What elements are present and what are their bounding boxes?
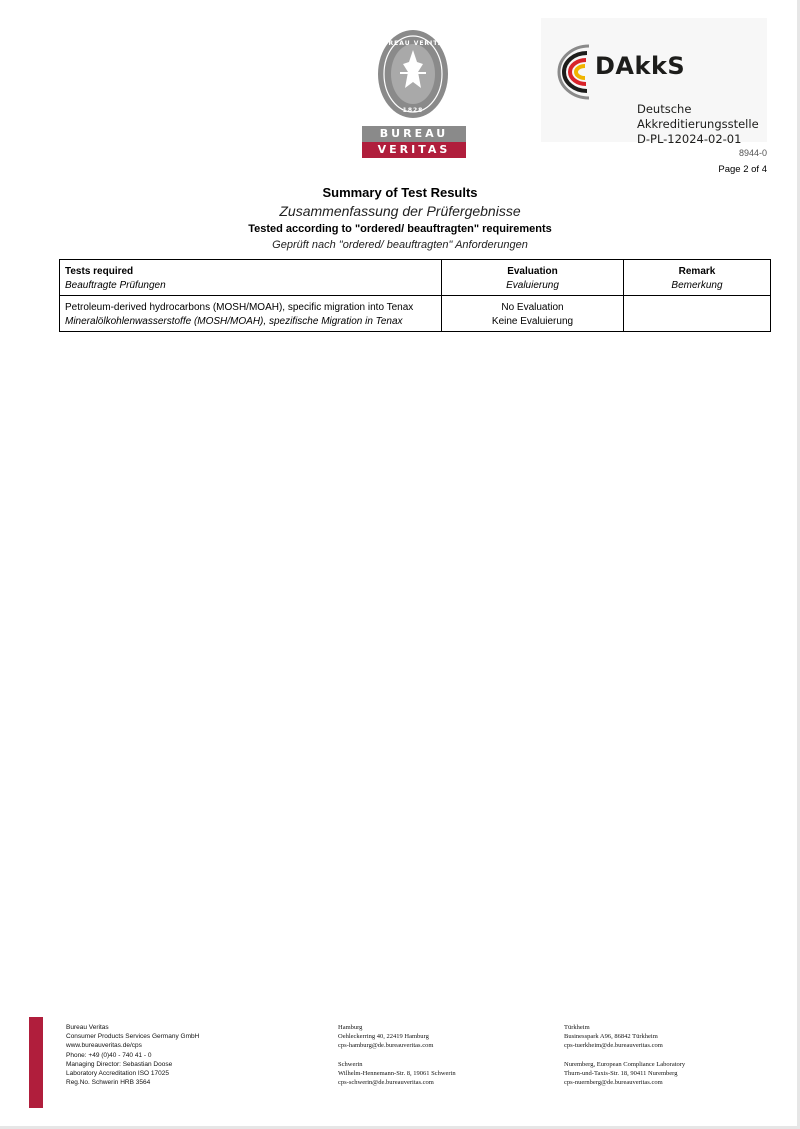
header-label: Remark [678,266,716,277]
company-phone: Phone: +49 (0)40 - 740 41 - 0 [66,1051,152,1059]
header-label-german: Beauftragte Prüfungen [65,279,166,291]
bureau-veritas-logo [362,28,466,158]
column-header-evaluation [442,260,624,296]
page-title: Summary of Test Results [322,185,478,200]
footer-locations-north [338,1023,456,1087]
dakks-logo [541,18,767,146]
lab-accreditation: Laboratory Accreditation ISO 17025 [66,1070,169,1078]
seal-text: BUREAU VERITAS [377,40,449,47]
page-subtitle-german: Geprüft nach "ordered/ beauftragten" Anforderungen [272,239,528,251]
location-email: cps-tuerkheim@de.bureauveritas.com [564,1042,663,1050]
company-name: Bureau Veritas [66,1024,109,1031]
page-subtitle: Tested according to "ordered/ beauftragten" requirements [248,223,552,235]
test-name: Petroleum-derived hydrocarbons (MOSH/MOAH), specific migration into Tenax [65,302,414,313]
page-title-german: Zusammenfassung der Prüfergebnisse [279,203,521,219]
header-label: Evaluation [507,266,558,277]
location-name: Hamburg [338,1024,363,1031]
dakks-line-2: Akkreditierungsstelle [637,117,759,131]
bv-wordmark-veritas: VERITAS [362,142,466,158]
dakks-name: DAkkS [595,52,686,80]
bv-wordmark-bureau: BUREAU [362,126,466,142]
location-email: cps-hamburg@de.bureauveritas.com [338,1042,434,1050]
document-number: 8944-0 [738,148,767,158]
registration-number: Reg.No. Schwerin HRB 3564 [66,1079,151,1087]
bureau-veritas-seal-icon [376,28,450,120]
test-results-table [59,259,771,332]
dakks-mark-icon [553,44,593,100]
table-row [60,296,771,332]
location-name: Schwerin [338,1060,363,1068]
header-label-german: Bemerkung [671,279,723,291]
footer-locations-south [564,1023,685,1087]
location-address: Wilhelm-Hennemann-Str. 8, 19061 Schwerin [338,1069,456,1077]
dakks-accreditation-number: D-PL-12024-02-01 [637,132,742,146]
company-legal-name: Consumer Products Services Germany GmbH [66,1033,200,1041]
dakks-line-1: Deutsche [637,102,692,116]
company-website: www.bureauveritas.de/cps [66,1042,142,1050]
evaluation-cell [442,296,624,332]
test-cell [60,296,442,332]
location-address: Businesspark A96, 86842 Türkheim [564,1033,658,1041]
evaluation-value: No Evaluation [501,302,564,313]
location-name: Türkheim [564,1024,590,1031]
header-label-german: Evaluierung [506,279,559,291]
location-email: cps-nuernberg@de.bureauveritas.com [564,1079,663,1087]
seal-year: 1828 [402,107,424,114]
test-name-german: Mineralölkohlenwasserstoffe (MOSH/MOAH), spezifische Migration in Tenax [65,315,403,327]
page-number: Page 2 of 4 [718,164,767,175]
footer-company-info [66,1023,199,1087]
location-name: Nuremberg, European Compliance Laboratory [564,1060,686,1068]
column-header-tests [60,260,442,296]
location-email: cps-schwerin@de.bureauveritas.com [338,1079,434,1087]
location-address: Oehleckerring 40, 22419 Hamburg [338,1033,429,1041]
header-label: Tests required [65,266,134,277]
footer-accent-bar [29,1017,43,1108]
table-header-row [60,260,771,296]
location-address: Thurn-und-Taxis-Str. 18, 90411 Nuremberg [564,1069,678,1077]
managing-director: Managing Director: Sebastian Doose [66,1060,173,1068]
column-header-remark [624,260,771,296]
remark-cell [624,296,771,332]
evaluation-value-german: Keine Evaluierung [491,315,574,327]
